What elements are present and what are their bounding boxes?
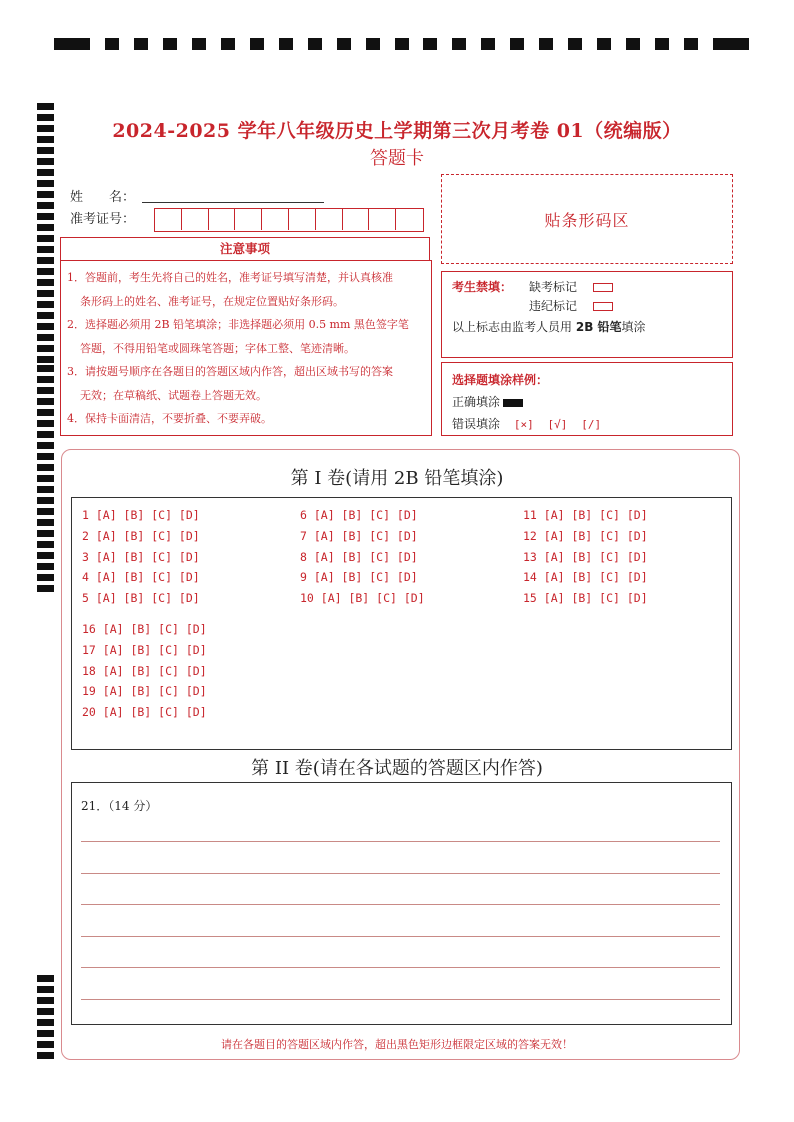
- timing-mark: [37, 235, 54, 242]
- wrong-fill-mark: [√]: [547, 418, 568, 431]
- timing-mark: [37, 387, 54, 394]
- timing-mark: [250, 38, 264, 50]
- timing-mark: [37, 563, 54, 570]
- timing-mark: [37, 420, 54, 427]
- choice-question-8[interactable]: 8 [A] [B] [C] [D]: [300, 549, 418, 564]
- choice-question-4[interactable]: 4 [A] [B] [C] [D]: [82, 570, 200, 585]
- timing-mark: [37, 975, 54, 982]
- timing-mark: [37, 323, 54, 330]
- timing-mark: [37, 312, 54, 319]
- notice-title: 注意事项: [60, 237, 430, 261]
- choice-question-14[interactable]: 14 [A] [B] [C] [D]: [523, 570, 648, 585]
- part2-title: 第 II 卷(请在各试题的答题区内作答): [251, 758, 543, 779]
- timing-mark: [37, 1052, 54, 1059]
- timing-mark: [37, 1008, 54, 1015]
- choice-question-20[interactable]: 20 [A] [B] [C] [D]: [82, 705, 207, 720]
- timing-mark: [37, 508, 54, 515]
- exam-id-digit-box[interactable]: [289, 209, 316, 230]
- violation-mark-label: 违纪标记: [529, 299, 578, 313]
- timing-mark: [37, 103, 54, 110]
- timing-mark: [423, 38, 437, 50]
- choice-question-9[interactable]: 9 [A] [B] [C] [D]: [300, 570, 418, 585]
- barcode-area: [441, 174, 733, 264]
- essay-answer-box: [71, 782, 732, 1025]
- timing-mark: [279, 38, 293, 50]
- timing-mark: [395, 38, 409, 50]
- wrong-fill-mark: [/]: [581, 418, 602, 431]
- absent-mark-row: [529, 278, 613, 295]
- wrong-fill-mark: [×]: [513, 418, 534, 431]
- absent-mark-label: 缺考标记: [529, 280, 578, 294]
- barcode-label: 贴条形码区: [544, 210, 630, 230]
- timing-mark: [105, 38, 119, 50]
- timing-mark: [37, 356, 54, 363]
- timing-mark: [337, 38, 351, 50]
- fill-sample-box: [441, 362, 733, 436]
- timing-mark: [37, 345, 54, 352]
- timing-mark: [37, 574, 54, 581]
- wrong-fill-row: [452, 415, 601, 432]
- timing-mark: [37, 453, 54, 460]
- choice-question-19[interactable]: 19 [A] [B] [C] [D]: [82, 684, 207, 699]
- correct-fill-label: 正确填涂: [452, 395, 501, 409]
- timing-mark: [37, 585, 54, 592]
- timing-mark: [37, 986, 54, 993]
- timing-mark: [597, 38, 611, 50]
- timing-mark: [37, 213, 54, 220]
- timing-mark: [37, 191, 54, 198]
- choice-question-17[interactable]: 17 [A] [B] [C] [D]: [82, 642, 207, 657]
- timing-mark: [37, 290, 54, 297]
- exam-id-digit-box[interactable]: [369, 209, 396, 230]
- choice-question-18[interactable]: 18 [A] [B] [C] [D]: [82, 663, 207, 678]
- timing-mark: [655, 38, 669, 50]
- timing-mark: [37, 997, 54, 1004]
- timing-mark: [37, 442, 54, 449]
- absent-mark-box[interactable]: [593, 283, 613, 292]
- choice-question-10[interactable]: 10 [A] [B] [C] [D]: [300, 591, 425, 606]
- choice-answer-box: [71, 497, 732, 750]
- timing-mark: [163, 38, 177, 50]
- notice-line: 3．请按题号顺序在各题目的答题区域内作答，超出区域书写的答案: [67, 365, 393, 378]
- answer-line[interactable]: [81, 999, 720, 1000]
- timing-mark: [37, 1019, 54, 1026]
- timing-mark: [568, 38, 582, 50]
- answer-line[interactable]: [81, 841, 720, 842]
- answer-line[interactable]: [81, 904, 720, 905]
- answer-line[interactable]: [81, 936, 720, 937]
- correct-fill-mark: [503, 399, 523, 407]
- forbidden-note-bold: 2B 铅笔: [575, 320, 622, 334]
- exam-id-digit-box[interactable]: [155, 209, 182, 230]
- name-field[interactable]: [142, 202, 324, 203]
- timing-mark: [37, 398, 54, 405]
- notice-line: 无效；在草稿纸、试题卷上答题无效。: [80, 388, 267, 402]
- exam-id-digit-box[interactable]: [182, 209, 209, 230]
- choice-question-5[interactable]: 5 [A] [B] [C] [D]: [82, 591, 200, 606]
- timing-mark: [37, 541, 54, 548]
- timing-mark: [37, 180, 54, 187]
- fill-sample-title: 选择题填涂样例：: [452, 373, 549, 387]
- page-title: 2024-2025 学年八年级历史上学期第三次月考卷 01（统编版）: [112, 120, 682, 142]
- timing-mark: [37, 202, 54, 209]
- choice-question-2[interactable]: 2 [A] [B] [C] [D]: [82, 528, 200, 543]
- part1-title: 第 I 卷(请用 2B 铅笔填涂): [290, 468, 504, 489]
- exam-id-digit-box[interactable]: [316, 209, 343, 230]
- violation-mark-box[interactable]: [593, 302, 613, 311]
- notice-line: 条形码上的姓名、准考证号，在规定位置贴好条形码。: [80, 294, 344, 308]
- choice-question-6[interactable]: 6 [A] [B] [C] [D]: [300, 508, 418, 522]
- exam-id-digit-box[interactable]: [343, 209, 370, 230]
- question-21-label: 21．（14 分）: [81, 799, 158, 813]
- choice-question-1[interactable]: 1 [A] [B] [C] [D]: [82, 508, 200, 522]
- correct-fill-row: [452, 393, 523, 410]
- exam-id-digit-box[interactable]: [262, 209, 289, 230]
- timing-mark: [37, 552, 54, 559]
- page-subtitle: 答题卡: [370, 148, 424, 169]
- violation-mark-row: [529, 297, 613, 314]
- timing-mark: [626, 38, 640, 50]
- timing-mark: [37, 519, 54, 526]
- timing-mark: [37, 279, 54, 286]
- notice-box: [60, 260, 432, 436]
- timing-mark: [37, 365, 54, 372]
- timing-mark: [37, 334, 54, 341]
- timing-mark: [221, 38, 235, 50]
- notice-line: 2．选择题必须用 2B 铅笔填涂；非选择题必须用 0.5 mm 黑色签字笔: [67, 318, 409, 331]
- timing-mark: [37, 409, 54, 416]
- timing-mark: [37, 497, 54, 504]
- choice-question-15[interactable]: 15 [A] [B] [C] [D]: [523, 591, 648, 606]
- timing-mark: [37, 431, 54, 438]
- timing-mark: [37, 530, 54, 537]
- notice-line: 答题，不得用铅笔或圆珠笔答题；字体工整、笔迹清晰。: [80, 341, 355, 355]
- timing-mark: [725, 38, 749, 50]
- footer-warning: 请在各题目的答题区域内作答，超出黑色矩形边框限定区域的答案无效！: [221, 1038, 573, 1051]
- notice-line: 4．保持卡面清洁，不要折叠、不要弄破。: [67, 412, 272, 425]
- choice-question-13[interactable]: 13 [A] [B] [C] [D]: [523, 549, 648, 564]
- name-label: 姓 名：: [70, 190, 136, 205]
- forbidden-title: 考生禁填：: [452, 280, 513, 294]
- forbidden-note-suffix: 填涂: [621, 320, 646, 334]
- wrong-fill-label: 错误填涂: [452, 417, 501, 431]
- timing-mark: [76, 38, 90, 50]
- exam-id-digit-box[interactable]: [396, 209, 423, 230]
- top-timing-marks: [54, 38, 749, 52]
- exam-id-digit-box[interactable]: [235, 209, 262, 230]
- timing-mark: [54, 38, 78, 50]
- choice-question-3[interactable]: 3 [A] [B] [C] [D]: [82, 549, 200, 564]
- timing-mark: [37, 301, 54, 308]
- forbidden-note: [452, 318, 646, 335]
- timing-mark: [192, 38, 206, 50]
- timing-mark: [308, 38, 322, 50]
- timing-mark: [37, 268, 54, 275]
- answer-line[interactable]: [81, 967, 720, 968]
- timing-mark: [37, 169, 54, 176]
- choice-question-16[interactable]: 16 [A] [B] [C] [D]: [82, 622, 207, 636]
- exam-id-boxes[interactable]: [154, 208, 424, 232]
- choice-question-7[interactable]: 7 [A] [B] [C] [D]: [300, 528, 418, 543]
- timing-mark: [37, 257, 54, 264]
- choice-question-12[interactable]: 12 [A] [B] [C] [D]: [523, 528, 648, 543]
- timing-mark: [684, 38, 698, 50]
- exam-id-label: 准考证号：: [70, 212, 136, 227]
- forbidden-note-prefix: 以上标志由监考人员用: [452, 320, 573, 334]
- timing-mark: [366, 38, 380, 50]
- timing-mark: [37, 246, 54, 253]
- timing-mark: [510, 38, 524, 50]
- examinee-forbidden-box: [441, 271, 733, 358]
- timing-mark: [452, 38, 466, 50]
- notice-line: 1．答题前，考生先将自己的姓名，准考证号填写清楚，并认真核准: [67, 271, 393, 284]
- timing-mark: [481, 38, 495, 50]
- timing-mark: [539, 38, 553, 50]
- timing-mark: [37, 224, 54, 231]
- timing-mark: [37, 376, 54, 383]
- answer-line[interactable]: [81, 873, 720, 874]
- choice-question-11[interactable]: 11 [A] [B] [C] [D]: [523, 508, 648, 522]
- exam-id-digit-box[interactable]: [209, 209, 236, 230]
- timing-mark: [134, 38, 148, 50]
